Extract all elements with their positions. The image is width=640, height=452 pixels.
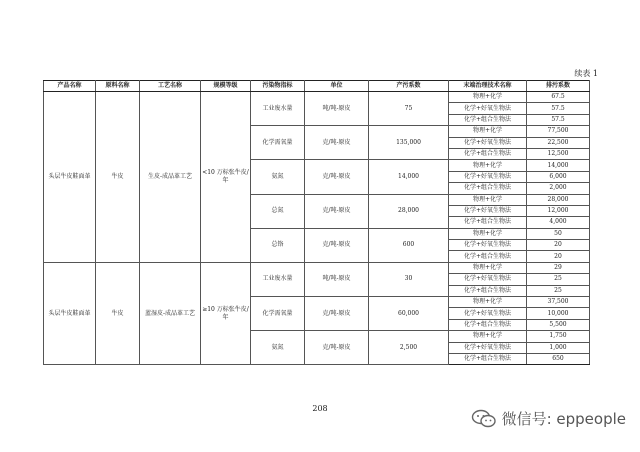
pollutant-cell: 工业废水量 bbox=[251, 262, 305, 296]
treatment-cell: 物理+化学 bbox=[449, 331, 527, 342]
discharge-cell: 10,000 bbox=[527, 308, 590, 319]
coefficient-cell: 2,500 bbox=[369, 331, 449, 365]
treatment-cell: 化学+组合生物法 bbox=[449, 251, 527, 262]
discharge-cell: 57.5 bbox=[527, 103, 590, 114]
discharge-cell: 2,000 bbox=[527, 183, 590, 194]
continued-label: 续表 1 bbox=[574, 69, 598, 78]
process-cell: 蓝湿皮-成品革工艺 bbox=[140, 262, 201, 365]
treatment-cell: 化学+组合生物法 bbox=[449, 217, 527, 228]
pollutant-cell: 化学需氧量 bbox=[251, 126, 305, 160]
treatment-cell: 化学+组合生物法 bbox=[449, 114, 527, 125]
process-cell: 生皮-成品革工艺 bbox=[140, 92, 201, 263]
treatment-cell: 物理+化学 bbox=[449, 262, 527, 273]
table-row bbox=[44, 92, 590, 103]
table-row bbox=[44, 262, 590, 273]
treatment-cell: 物理+化学 bbox=[449, 92, 527, 103]
coefficient-cell: 135,000 bbox=[369, 126, 449, 160]
header-discharge: 排污系数 bbox=[527, 81, 590, 92]
treatment-cell: 物理+化学 bbox=[449, 297, 527, 308]
unit-cell: 克/吨-原皮 bbox=[305, 331, 369, 365]
header-treatment: 末端治理技术名称 bbox=[449, 81, 527, 92]
discharge-cell: 29 bbox=[527, 262, 590, 273]
table-body bbox=[44, 92, 590, 365]
unit-cell: 克/吨-原皮 bbox=[305, 194, 369, 228]
coefficient-cell: 30 bbox=[369, 262, 449, 296]
treatment-cell: 化学+组合生物法 bbox=[449, 353, 527, 364]
treatment-cell: 化学+组合生物法 bbox=[449, 148, 527, 159]
treatment-cell: 化学+好氧生物法 bbox=[449, 240, 527, 251]
material-cell: 牛皮 bbox=[96, 262, 140, 365]
discharge-cell: 12,000 bbox=[527, 205, 590, 216]
discharge-cell: 14,000 bbox=[527, 160, 590, 171]
treatment-cell: 化学+组合生物法 bbox=[449, 285, 527, 296]
unit-cell: 克/吨-原皮 bbox=[305, 126, 369, 160]
emission-coefficient-table bbox=[43, 80, 590, 365]
treatment-cell: 化学+好氧生物法 bbox=[449, 137, 527, 148]
discharge-cell: 20 bbox=[527, 240, 590, 251]
discharge-cell: 12,500 bbox=[527, 148, 590, 159]
treatment-cell: 物理+化学 bbox=[449, 194, 527, 205]
pollutant-cell: 工业废水量 bbox=[251, 92, 305, 126]
unit-cell: 克/吨-原皮 bbox=[305, 297, 369, 331]
discharge-cell: 50 bbox=[527, 228, 590, 239]
unit-cell: 克/吨-原皮 bbox=[305, 160, 369, 194]
pollutant-cell: 总氮 bbox=[251, 194, 305, 228]
coefficient-cell: 14,000 bbox=[369, 160, 449, 194]
discharge-cell: 25 bbox=[527, 274, 590, 285]
treatment-cell: 化学+组合生物法 bbox=[449, 319, 527, 330]
material-cell: 牛皮 bbox=[96, 92, 140, 263]
treatment-cell: 化学+好氧生物法 bbox=[449, 342, 527, 353]
treatment-cell: 物理+化学 bbox=[449, 126, 527, 137]
header-unit: 单位 bbox=[305, 81, 369, 92]
coefficient-cell: 75 bbox=[369, 92, 449, 126]
discharge-cell: 22,500 bbox=[527, 137, 590, 148]
discharge-cell: 1,750 bbox=[527, 331, 590, 342]
pollutant-cell: 氨氮 bbox=[251, 331, 305, 365]
treatment-cell: 物理+化学 bbox=[449, 160, 527, 171]
treatment-cell: 化学+好氧生物法 bbox=[449, 103, 527, 114]
treatment-cell: 化学+好氧生物法 bbox=[449, 205, 527, 216]
unit-cell: 吨/吨-原皮 bbox=[305, 92, 369, 126]
wechat-icon bbox=[471, 409, 497, 429]
table-header-row bbox=[44, 81, 590, 92]
coefficient-cell: 60,000 bbox=[369, 297, 449, 331]
treatment-cell: 化学+好氧生物法 bbox=[449, 274, 527, 285]
discharge-cell: 77,500 bbox=[527, 126, 590, 137]
discharge-cell: 28,000 bbox=[527, 194, 590, 205]
pollutant-cell: 总铬 bbox=[251, 228, 305, 262]
header-scale: 规模等级 bbox=[201, 81, 251, 92]
discharge-cell: 20 bbox=[527, 251, 590, 262]
discharge-cell: 25 bbox=[527, 285, 590, 296]
discharge-cell: 67.5 bbox=[527, 92, 590, 103]
pollutant-cell: 化学需氧量 bbox=[251, 297, 305, 331]
discharge-cell: 1,000 bbox=[527, 342, 590, 353]
watermark bbox=[471, 408, 626, 429]
pollutant-cell: 氨氮 bbox=[251, 160, 305, 194]
coefficient-cell: 28,000 bbox=[369, 194, 449, 228]
header-coefficient: 产污系数 bbox=[369, 81, 449, 92]
treatment-cell: 物理+化学 bbox=[449, 228, 527, 239]
scale-cell: ≥10 万标张牛皮/年 bbox=[201, 262, 251, 365]
treatment-cell: 化学+好氧生物法 bbox=[449, 308, 527, 319]
page-number: 208 bbox=[312, 404, 328, 413]
discharge-cell: 650 bbox=[527, 353, 590, 364]
scale-cell: <10 万标张牛皮/年 bbox=[201, 92, 251, 263]
discharge-cell: 5,500 bbox=[527, 319, 590, 330]
product-cell: 头层牛皮鞋面革 bbox=[44, 92, 96, 263]
discharge-cell: 37,500 bbox=[527, 297, 590, 308]
header-product: 产品名称 bbox=[44, 81, 96, 92]
treatment-cell: 化学+好氧生物法 bbox=[449, 171, 527, 182]
unit-cell: 克/吨-原皮 bbox=[305, 228, 369, 262]
discharge-cell: 6,000 bbox=[527, 171, 590, 182]
discharge-cell: 4,000 bbox=[527, 217, 590, 228]
watermark-text: 微信号: eppeople bbox=[501, 410, 626, 428]
header-pollutant: 污染物指标 bbox=[251, 81, 305, 92]
coefficient-cell: 600 bbox=[369, 228, 449, 262]
treatment-cell: 化学+组合生物法 bbox=[449, 183, 527, 194]
unit-cell: 吨/吨-原皮 bbox=[305, 262, 369, 296]
header-material: 原料名称 bbox=[96, 81, 140, 92]
header-process: 工艺名称 bbox=[140, 81, 201, 92]
product-cell: 头层牛皮鞋面革 bbox=[44, 262, 96, 365]
discharge-cell: 57.5 bbox=[527, 114, 590, 125]
